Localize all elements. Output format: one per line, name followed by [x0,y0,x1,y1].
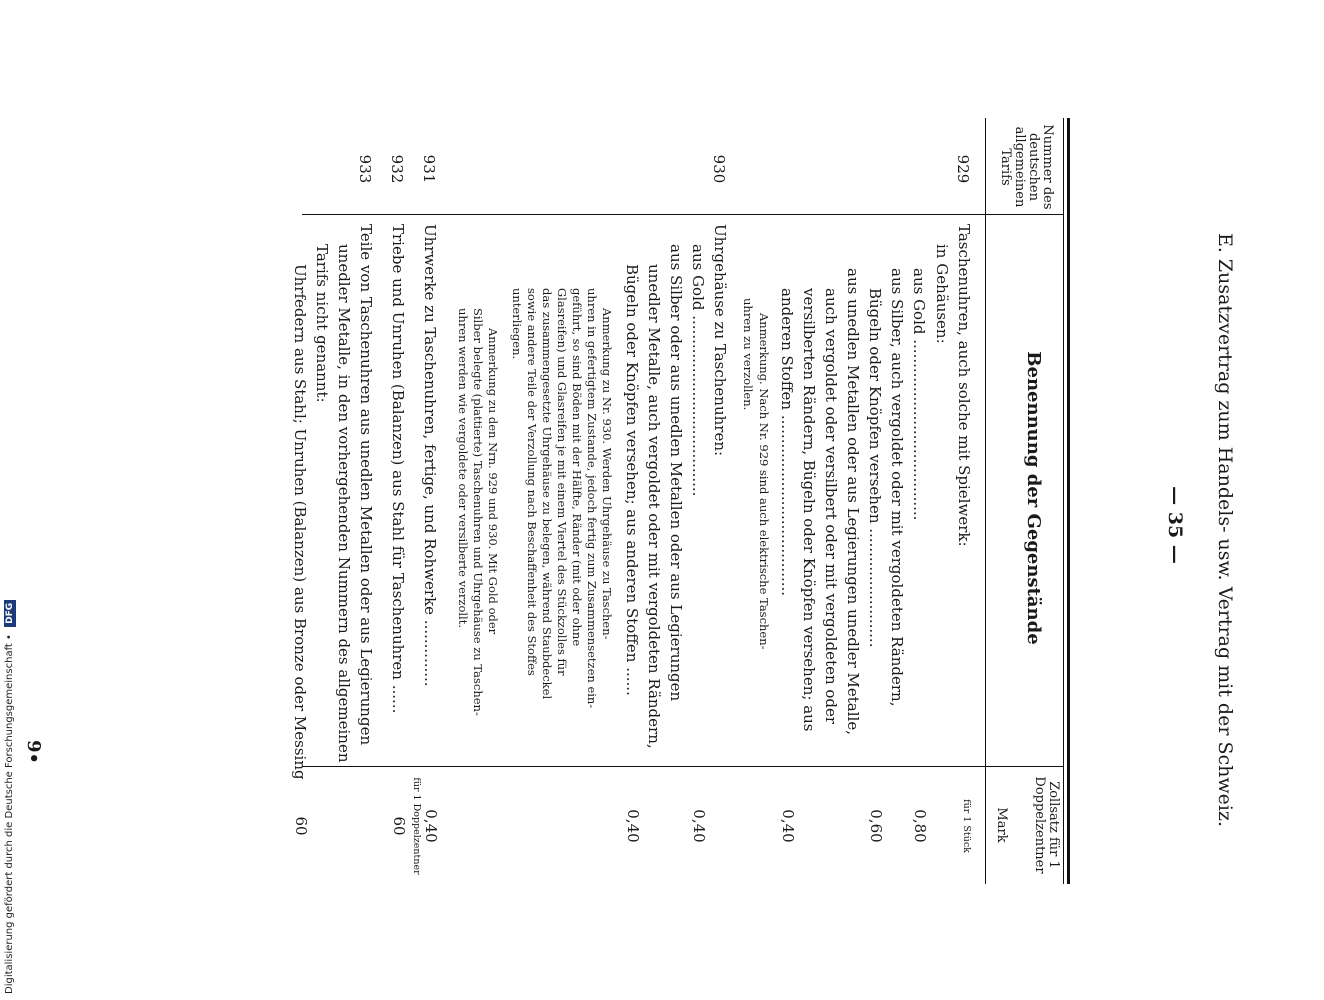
annotation: Glasreifen) und Glasreifen je mit einem Viertel des Stückzolles für [555,288,569,676]
row-text: auch vergoldet oder versilbert oder mit vergoldeten oder [822,288,840,725]
row-number: 930 [710,154,728,184]
annotation: uhren werden wie vergoldete oder versilberte verzollt. [456,308,470,629]
row-text: Taschenuhren, auch solche mit Spielwerk: [955,224,973,547]
header-nummer: Nummer des deutschen allgemeinen Tarifs [998,124,1055,210]
row-text: aus Silber, auch vergoldet oder mit vergoldeten Rändern, [888,268,906,707]
row-text: aus Gold ...................................... [910,268,928,521]
row-number: 931 [420,154,438,184]
row-text: unedler Metalle, auch vergoldet oder mit vergoldeten Rändern, [645,264,663,749]
row-text: Bügeln oder Knöpfen versehen; aus anderen Stoffen ...... [623,264,641,696]
rate-value: 0,40 [690,809,708,843]
row-text: unedler Metalle, in den vorhergehenden Nummern des allgemeinen [335,244,353,763]
row-number: 929 [954,154,972,184]
row-text: Bügeln oder Knöpfen versehen ......................... [866,288,884,648]
annotation: Anmerkung zu den Nrn. 929 und 930. Mit Gold oder [486,328,500,635]
column-rule [982,766,1064,767]
header-benennung: Benennung der Gegenstände [1023,351,1044,645]
annotation: sowie andere Teile der Verzollung nach Beschaffenheit des Stoffes [525,288,539,676]
rate-unit: für 1 Doppelzentner [411,777,422,875]
row-text: Triebe und Unruhen (Balanzen) aus Stahl für Taschenuhren ...... [389,224,407,714]
rate-value: 0,80 [911,809,929,843]
dfg-logo: DFG [4,600,16,627]
row-text: anderen Stoffen ...................................... [778,288,796,597]
scan-mark: 9• [23,740,44,765]
annotation: Anmerkung. Nach Nr. 929 sind auch elektrische Taschen- [757,313,771,650]
column-rule [302,766,982,767]
table-header-rule [985,118,986,884]
row-number: 932 [388,154,406,184]
rate-unit: für 1 Stück [961,799,972,853]
annotation: Anmerkung zu Nr. 930. Werden Uhrgehäuse zu Taschen- [600,308,614,640]
header-zollsatz: Zollsatz für 1 Doppelzentner [1032,776,1061,874]
annotation: unterliegen. [510,288,524,360]
rate-value: 0,40 [624,809,642,843]
header-mark: Mark [994,807,1009,843]
page-number: — 35 — [1164,486,1186,564]
credit-line [4,600,16,994]
column-rule [982,214,1064,215]
row-text: Uhrwerke zu Taschenuhren, fertige, und Rohwerke .............. [421,224,439,687]
tariff-table [250,118,1070,884]
annotation: das zusammengesetzte Uhrgehäuse zu belegen, während Staubdeckel [540,288,554,700]
rate-value: 60 [292,816,310,836]
annotation: geführt, so sind Böden mit der Hälfte, Ränder (mit oder ohne [570,288,584,647]
table-top-rule-thin [1063,118,1064,884]
row-text: Uhrfedern aus Stahl; Unruhen (Balanzen) aus Bronze oder Messing [291,264,309,780]
row-text: Tarifs nicht genannt: [313,244,331,403]
annotation: Silber belegte (plattierte) Taschenuhren und Uhrgehäuse zu Taschen- [471,308,485,716]
row-number: 933 [356,154,374,184]
column-rule [302,214,982,215]
row-text: Uhrgehäuse zu Taschenuhren: [711,224,729,457]
row-text: aus Gold ...................................... [689,244,707,497]
rate-value: 0,40 [779,809,797,843]
running-head: E. Zusatzvertrag zum Handels- usw. Vertrag mit der Schweiz. [1214,232,1236,827]
table-top-rule [1067,118,1070,884]
rate-value: 60 [390,816,408,836]
credit-text: Digitalisierung gefördert durch die Deutsche Forschungsgemeinschaft • [4,634,15,994]
rate-value: 0,40 [422,809,440,843]
row-text: Teile von Taschenuhren aus unedlen Metallen oder aus Legierungen [357,224,375,746]
row-text: versilberten Rändern, Bügeln oder Knöpfen versehen; aus [800,288,818,732]
annotation: uhren in gefertigtem Zustande, jedoch fertig zum Zusammensetzen ein- [585,288,599,709]
row-text: aus unedlen Metallen oder aus Legierungen unedler Metalle, [844,268,862,735]
row-text: in Gehäusen: [933,244,951,344]
annotation: uhren zu verzollen. [741,298,755,411]
rate-value: 0,60 [867,809,885,843]
row-text: aus Silber oder aus unedlen Metallen oder aus Legierungen [667,244,685,702]
